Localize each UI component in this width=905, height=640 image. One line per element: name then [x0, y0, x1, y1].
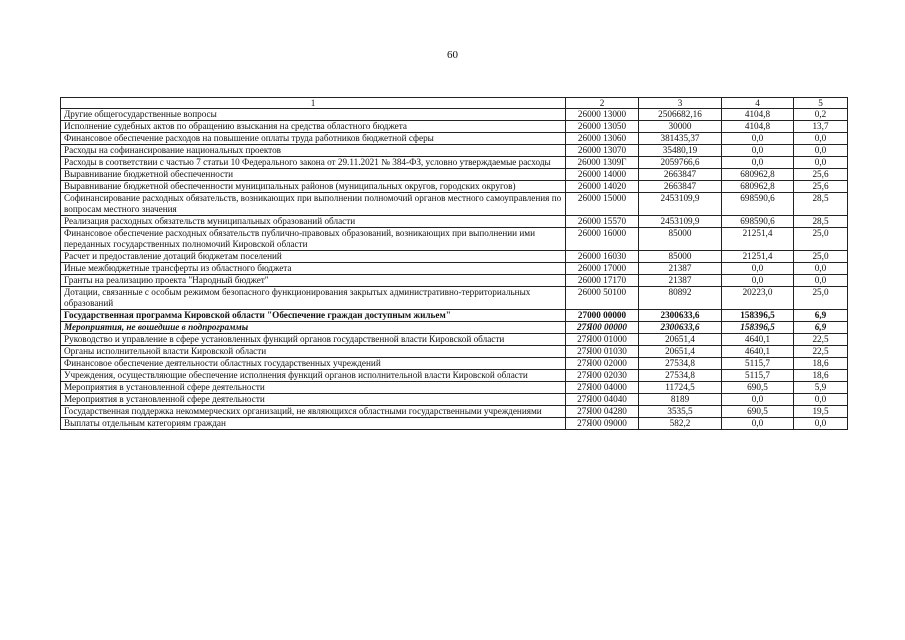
row-name-cell: Выравнивание бюджетной обеспеченности муниципальных районов (муниципальных округов, городских округов) [61, 181, 566, 193]
row-code-cell: 26000 14020 [566, 181, 639, 193]
row-percent-cell: 25,0 [794, 287, 848, 310]
table-row [61, 275, 848, 287]
row-percent-cell: 28,5 [794, 193, 848, 216]
row-actual-value-cell: 4104,8 [722, 121, 794, 133]
row-plan-value-cell: 85000 [639, 251, 722, 263]
row-name-cell: Гранты на реализацию проекта "Народный бюджет" [61, 275, 566, 287]
row-code-cell: 26000 50100 [566, 287, 639, 310]
row-name-cell: Финансовое обеспечение расходных обязательств публично-правовых образований, возникающих при выполнении ими переданных государственных полномочий Кировской области [61, 228, 566, 251]
row-name-cell: Мероприятия в установленной сфере деятельности [61, 394, 566, 406]
row-code-cell: 27Я00 04000 [566, 382, 639, 394]
row-name-cell: Государственная поддержка некоммерческих организаций, не являющихся областными государственными учреждениями [61, 406, 566, 418]
row-plan-value-cell: 85000 [639, 228, 722, 251]
row-plan-value-cell: 30000 [639, 121, 722, 133]
row-percent-cell: 0,0 [794, 275, 848, 287]
row-plan-value-cell: 2663847 [639, 181, 722, 193]
row-name-cell: Расчет и предоставление дотаций бюджетам поселений [61, 251, 566, 263]
row-name-cell: Учреждения, осуществляющие обеспечение исполнения функций органов исполнительной власти Кировской области [61, 370, 566, 382]
row-code-cell: 26000 15000 [566, 193, 639, 216]
row-percent-cell: 25,6 [794, 169, 848, 181]
row-percent-cell: 18,6 [794, 370, 848, 382]
row-actual-value-cell: 0,0 [722, 275, 794, 287]
row-plan-value-cell: 582,2 [639, 418, 722, 430]
row-percent-cell: 0,0 [794, 394, 848, 406]
row-actual-value-cell: 4640,1 [722, 346, 794, 358]
row-percent-cell: 13,7 [794, 121, 848, 133]
row-actual-value-cell: 5115,7 [722, 370, 794, 382]
row-plan-value-cell: 27534,8 [639, 370, 722, 382]
row-plan-value-cell: 2506682,16 [639, 109, 722, 121]
row-percent-cell: 28,5 [794, 216, 848, 228]
table-row [61, 157, 848, 169]
row-percent-cell: 19,5 [794, 406, 848, 418]
row-name-cell: Другие общегосударственные вопросы [61, 109, 566, 121]
row-name-cell: Исполнение судебных актов по обращению взыскания на средства областного бюджета [61, 121, 566, 133]
row-name-cell: Софинансирование расходных обязательств, возникающих при выполнении полномочий органов местного самоуправления по вопросам местного значения [61, 193, 566, 216]
row-name-cell: Государственная программа Кировской области "Обеспечение граждан доступным жильем" [61, 310, 566, 322]
row-plan-value-cell: 2300633,6 [639, 310, 722, 322]
table-row [61, 310, 848, 322]
table-row [61, 346, 848, 358]
row-code-cell: 26000 17170 [566, 275, 639, 287]
row-name-cell: Органы исполнительной власти Кировской области [61, 346, 566, 358]
row-percent-cell: 25,6 [794, 181, 848, 193]
row-percent-cell: 22,5 [794, 346, 848, 358]
row-name-cell: Иные межбюджетные трансферты из областного бюджета [61, 263, 566, 275]
row-percent-cell: 0,0 [794, 418, 848, 430]
column-header: 3 [639, 98, 722, 109]
row-percent-cell: 25,0 [794, 228, 848, 251]
table-row [61, 133, 848, 145]
row-actual-value-cell: 21251,4 [722, 228, 794, 251]
table-row [61, 109, 848, 121]
row-percent-cell: 25,0 [794, 251, 848, 263]
row-actual-value-cell: 0,0 [722, 145, 794, 157]
row-name-cell: Расходы в соответствии с частью 7 статьи 10 Федерального закона от 29.11.2021 № 384-ФЗ, условно утверждаемые расходы [61, 157, 566, 169]
row-plan-value-cell: 20651,4 [639, 334, 722, 346]
table-row [61, 228, 848, 251]
row-percent-cell: 0,2 [794, 109, 848, 121]
row-plan-value-cell: 2663847 [639, 169, 722, 181]
row-code-cell: 27Я00 02000 [566, 358, 639, 370]
row-code-cell: 27Я00 04280 [566, 406, 639, 418]
row-code-cell: 27Я00 04040 [566, 394, 639, 406]
row-plan-value-cell: 2453109,9 [639, 216, 722, 228]
row-name-cell: Выплаты отдельным категориям граждан [61, 418, 566, 430]
table-row [61, 418, 848, 430]
row-actual-value-cell: 5115,7 [722, 358, 794, 370]
row-plan-value-cell: 2300633,6 [639, 322, 722, 334]
row-percent-cell: 0,0 [794, 263, 848, 275]
table-row [61, 334, 848, 346]
table-row [61, 382, 848, 394]
row-code-cell: 26000 17000 [566, 263, 639, 275]
row-code-cell: 26000 13070 [566, 145, 639, 157]
row-actual-value-cell: 158396,5 [722, 310, 794, 322]
row-code-cell: 27Я00 01030 [566, 346, 639, 358]
table-row [61, 263, 848, 275]
table-row [61, 251, 848, 263]
row-plan-value-cell: 11724,5 [639, 382, 722, 394]
row-plan-value-cell: 2453109,9 [639, 193, 722, 216]
row-code-cell: 26000 13050 [566, 121, 639, 133]
row-code-cell: 27Я00 00000 [566, 322, 639, 334]
row-percent-cell: 0,0 [794, 133, 848, 145]
row-code-cell: 27Я00 09000 [566, 418, 639, 430]
row-code-cell: 27Я00 01000 [566, 334, 639, 346]
row-actual-value-cell: 20223,0 [722, 287, 794, 310]
page-number: 60 [447, 49, 458, 61]
table-header-row [61, 98, 848, 109]
column-header: 4 [722, 98, 794, 109]
row-actual-value-cell: 690,5 [722, 382, 794, 394]
row-actual-value-cell: 0,0 [722, 263, 794, 275]
row-percent-cell: 5,9 [794, 382, 848, 394]
table-row [61, 358, 848, 370]
row-code-cell: 26000 16030 [566, 251, 639, 263]
row-actual-value-cell: 4640,1 [722, 334, 794, 346]
row-code-cell: 26000 14000 [566, 169, 639, 181]
row-actual-value-cell: 0,0 [722, 394, 794, 406]
table-row [61, 216, 848, 228]
row-actual-value-cell: 680962,8 [722, 169, 794, 181]
row-code-cell: 26000 15570 [566, 216, 639, 228]
row-plan-value-cell: 35480,19 [639, 145, 722, 157]
row-actual-value-cell: 698590,6 [722, 216, 794, 228]
row-name-cell: Руководство и управление в сфере установленных функций органов государственной власти Кировской области [61, 334, 566, 346]
table-row [61, 181, 848, 193]
row-code-cell: 26000 13060 [566, 133, 639, 145]
row-percent-cell: 18,6 [794, 358, 848, 370]
row-plan-value-cell: 21387 [639, 275, 722, 287]
row-percent-cell: 6,9 [794, 310, 848, 322]
table-row [61, 287, 848, 310]
row-name-cell: Выравнивание бюджетной обеспеченности [61, 169, 566, 181]
column-header: 1 [61, 98, 566, 109]
row-plan-value-cell: 3535,5 [639, 406, 722, 418]
row-actual-value-cell: 680962,8 [722, 181, 794, 193]
column-header: 5 [794, 98, 848, 109]
table-row [61, 406, 848, 418]
row-code-cell: 26000 13000 [566, 109, 639, 121]
table-row [61, 322, 848, 334]
row-actual-value-cell: 0,0 [722, 157, 794, 169]
row-name-cell: Реализация расходных обязательств муниципальных образований области [61, 216, 566, 228]
table-row [61, 193, 848, 216]
row-code-cell: 26000 1309Г [566, 157, 639, 169]
row-name-cell: Расходы на софинансирование национальных проектов [61, 145, 566, 157]
row-actual-value-cell: 690,5 [722, 406, 794, 418]
row-code-cell: 27Я00 02030 [566, 370, 639, 382]
row-plan-value-cell: 21387 [639, 263, 722, 275]
row-name-cell: Мероприятия, не вошедшие в подпрограммы [61, 322, 566, 334]
table-row [61, 169, 848, 181]
row-percent-cell: 0,0 [794, 157, 848, 169]
column-header: 2 [566, 98, 639, 109]
row-name-cell: Мероприятия в установленной сфере деятельности [61, 382, 566, 394]
row-plan-value-cell: 20651,4 [639, 346, 722, 358]
table-row [61, 370, 848, 382]
row-actual-value-cell: 21251,4 [722, 251, 794, 263]
row-plan-value-cell: 80892 [639, 287, 722, 310]
row-percent-cell: 6,9 [794, 322, 848, 334]
row-plan-value-cell: 381435,37 [639, 133, 722, 145]
row-actual-value-cell: 698590,6 [722, 193, 794, 216]
row-actual-value-cell: 158396,5 [722, 322, 794, 334]
row-name-cell: Дотации, связанные с особым режимом безопасного функционирования закрытых административно-территориальных образований [61, 287, 566, 310]
row-percent-cell: 22,5 [794, 334, 848, 346]
row-actual-value-cell: 0,0 [722, 418, 794, 430]
row-actual-value-cell: 0,0 [722, 133, 794, 145]
row-plan-value-cell: 8189 [639, 394, 722, 406]
row-code-cell: 27000 00000 [566, 310, 639, 322]
row-plan-value-cell: 27534,8 [639, 358, 722, 370]
row-plan-value-cell: 2059766,6 [639, 157, 722, 169]
row-name-cell: Финансовое обеспечение расходов на повышение оплаты труда работников бюджетной сферы [61, 133, 566, 145]
row-percent-cell: 0,0 [794, 145, 848, 157]
row-code-cell: 26000 16000 [566, 228, 639, 251]
table-row [61, 394, 848, 406]
row-actual-value-cell: 4104,8 [722, 109, 794, 121]
budget-table [60, 97, 848, 430]
table-row [61, 145, 848, 157]
row-name-cell: Финансовое обеспечение деятельности областных государственных учреждений [61, 358, 566, 370]
table-row [61, 121, 848, 133]
